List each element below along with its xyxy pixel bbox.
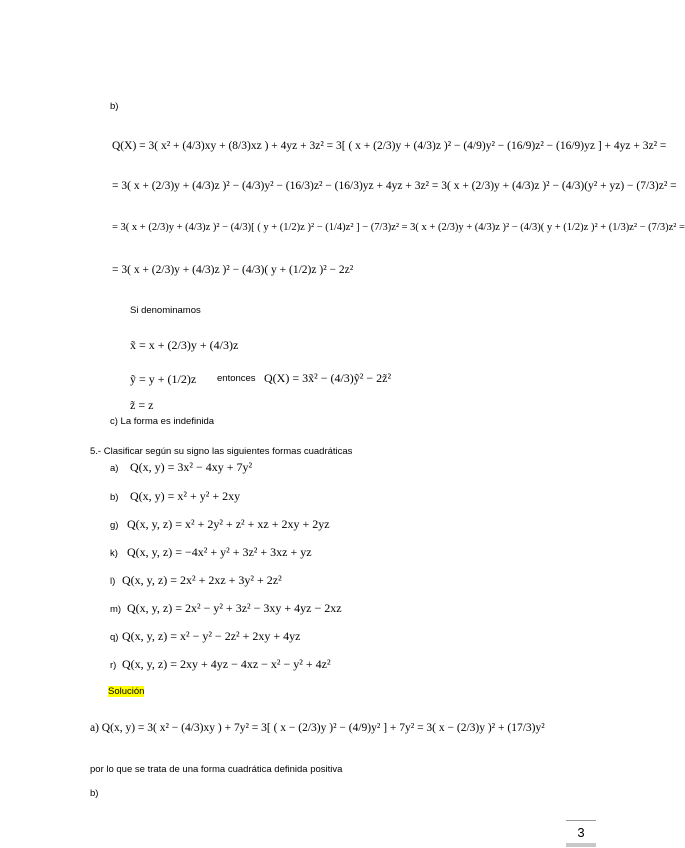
- entonces-text: entonces: [217, 373, 256, 384]
- exercise-formula-q: Q(x, y, z) = x² − y² − 2z² + 2xy + 4yz: [122, 629, 301, 643]
- solution-a: a) Q(x, y) = 3( x² − (4/3)xy ) + 7y² = 3[ ( x − (2/3)y )² − (4/9)y² ] + 7y² = 3( x − (2/3)y )² + (17/3)y²: [90, 722, 545, 734]
- equation-line-3: = 3( x + (2/3)y + (4/3)z )² − (4/3)[ ( y + (1/2)z )² − (1/4)z² ] − (7/3)z² = 3( x + (2/3)y + (4/3)z )² − (4/3)( y + (1/2)z )² + (1/3)z² − (7/3)z² =: [112, 222, 685, 233]
- exercise-label-m: m): [110, 604, 122, 615]
- exercise-label-l: l): [110, 576, 116, 587]
- exercise-formula-a: Q(x, y) = 3x² − 4xy + 7y²: [130, 460, 253, 474]
- solucion-label: Solución: [108, 686, 145, 697]
- section-b-label: b): [110, 101, 119, 112]
- page-number-bar: [566, 843, 596, 847]
- exercise-label-g: g): [110, 520, 119, 531]
- exercise-label-b: b): [110, 492, 119, 503]
- exercise-formula-k: Q(x, y, z) = −4x² + y² + 3z² + 3xz + yz: [127, 545, 312, 559]
- solution-a-conclusion: por lo que se trata de una forma cuadrática definida positiva: [90, 764, 343, 775]
- exercise-label-k: k): [110, 548, 118, 559]
- exercise-formula-m: Q(x, y, z) = 2x² − y² + 3z² − 3xy + 4yz − 2xz: [127, 601, 342, 615]
- exercise-formula-l: Q(x, y, z) = 2x² + 2xz + 3y² + 2z²: [122, 573, 282, 587]
- exercise-label-a: a): [110, 463, 119, 474]
- exercise-formula-r: Q(x, y, z) = 2xy + 4yz − 4xz − x² − y² + 4z²: [122, 657, 331, 671]
- equation-line-4: = 3( x + (2/3)y + (4/3)z )² − (4/3)( y + (1/2)z )² − 2z²: [112, 264, 354, 276]
- page-number: 3: [577, 825, 585, 840]
- conclusion-c: c) La forma es indefinida: [110, 416, 215, 427]
- exercise-title: 5.- Clasificar según su signo las siguientes formas cuadráticas: [90, 446, 353, 457]
- exercise-formula-g: Q(x, y, z) = x² + 2y² + z² + xz + 2xy + 2yz: [127, 517, 330, 531]
- page-number-box: [566, 820, 596, 847]
- exercise-formula-b: Q(x, y) = x² + y² + 2xy: [130, 489, 241, 503]
- exercise-label-q: q): [110, 632, 119, 643]
- entonces-formula: Q(X) = 3x̃² − (4/3)ỹ² − 2z̃²: [264, 371, 392, 385]
- exercise-label-r: r): [110, 660, 117, 671]
- solution-b-label: b): [90, 788, 99, 799]
- equation-line-2: = 3( x + (2/3)y + (4/3)z )² − (4/3)y² − (16/3)z² − (16/3)yz + 4yz + 3z² = 3( x + (2/3)y + (4/3)z )² − (4/3)(y² + yz) − (7/3)z² =: [112, 180, 677, 192]
- substitution-z: z̃ = z: [130, 398, 154, 412]
- substitution-y: ỹ = y + (1/2)z: [130, 372, 197, 386]
- substitution-x: x̃ = x + (2/3)y + (4/3)z: [130, 338, 239, 352]
- equation-line-1: Q(X) = 3( x² + (4/3)xy + (8/3)xz ) + 4yz + 3z² = 3[ ( x + (2/3)y + (4/3)z )² − (4/9)y² − (16/9)z² − (16/9)yz ] + 4yz + 3z² =: [112, 140, 667, 152]
- denominamos-text: Si denominamos: [130, 305, 201, 316]
